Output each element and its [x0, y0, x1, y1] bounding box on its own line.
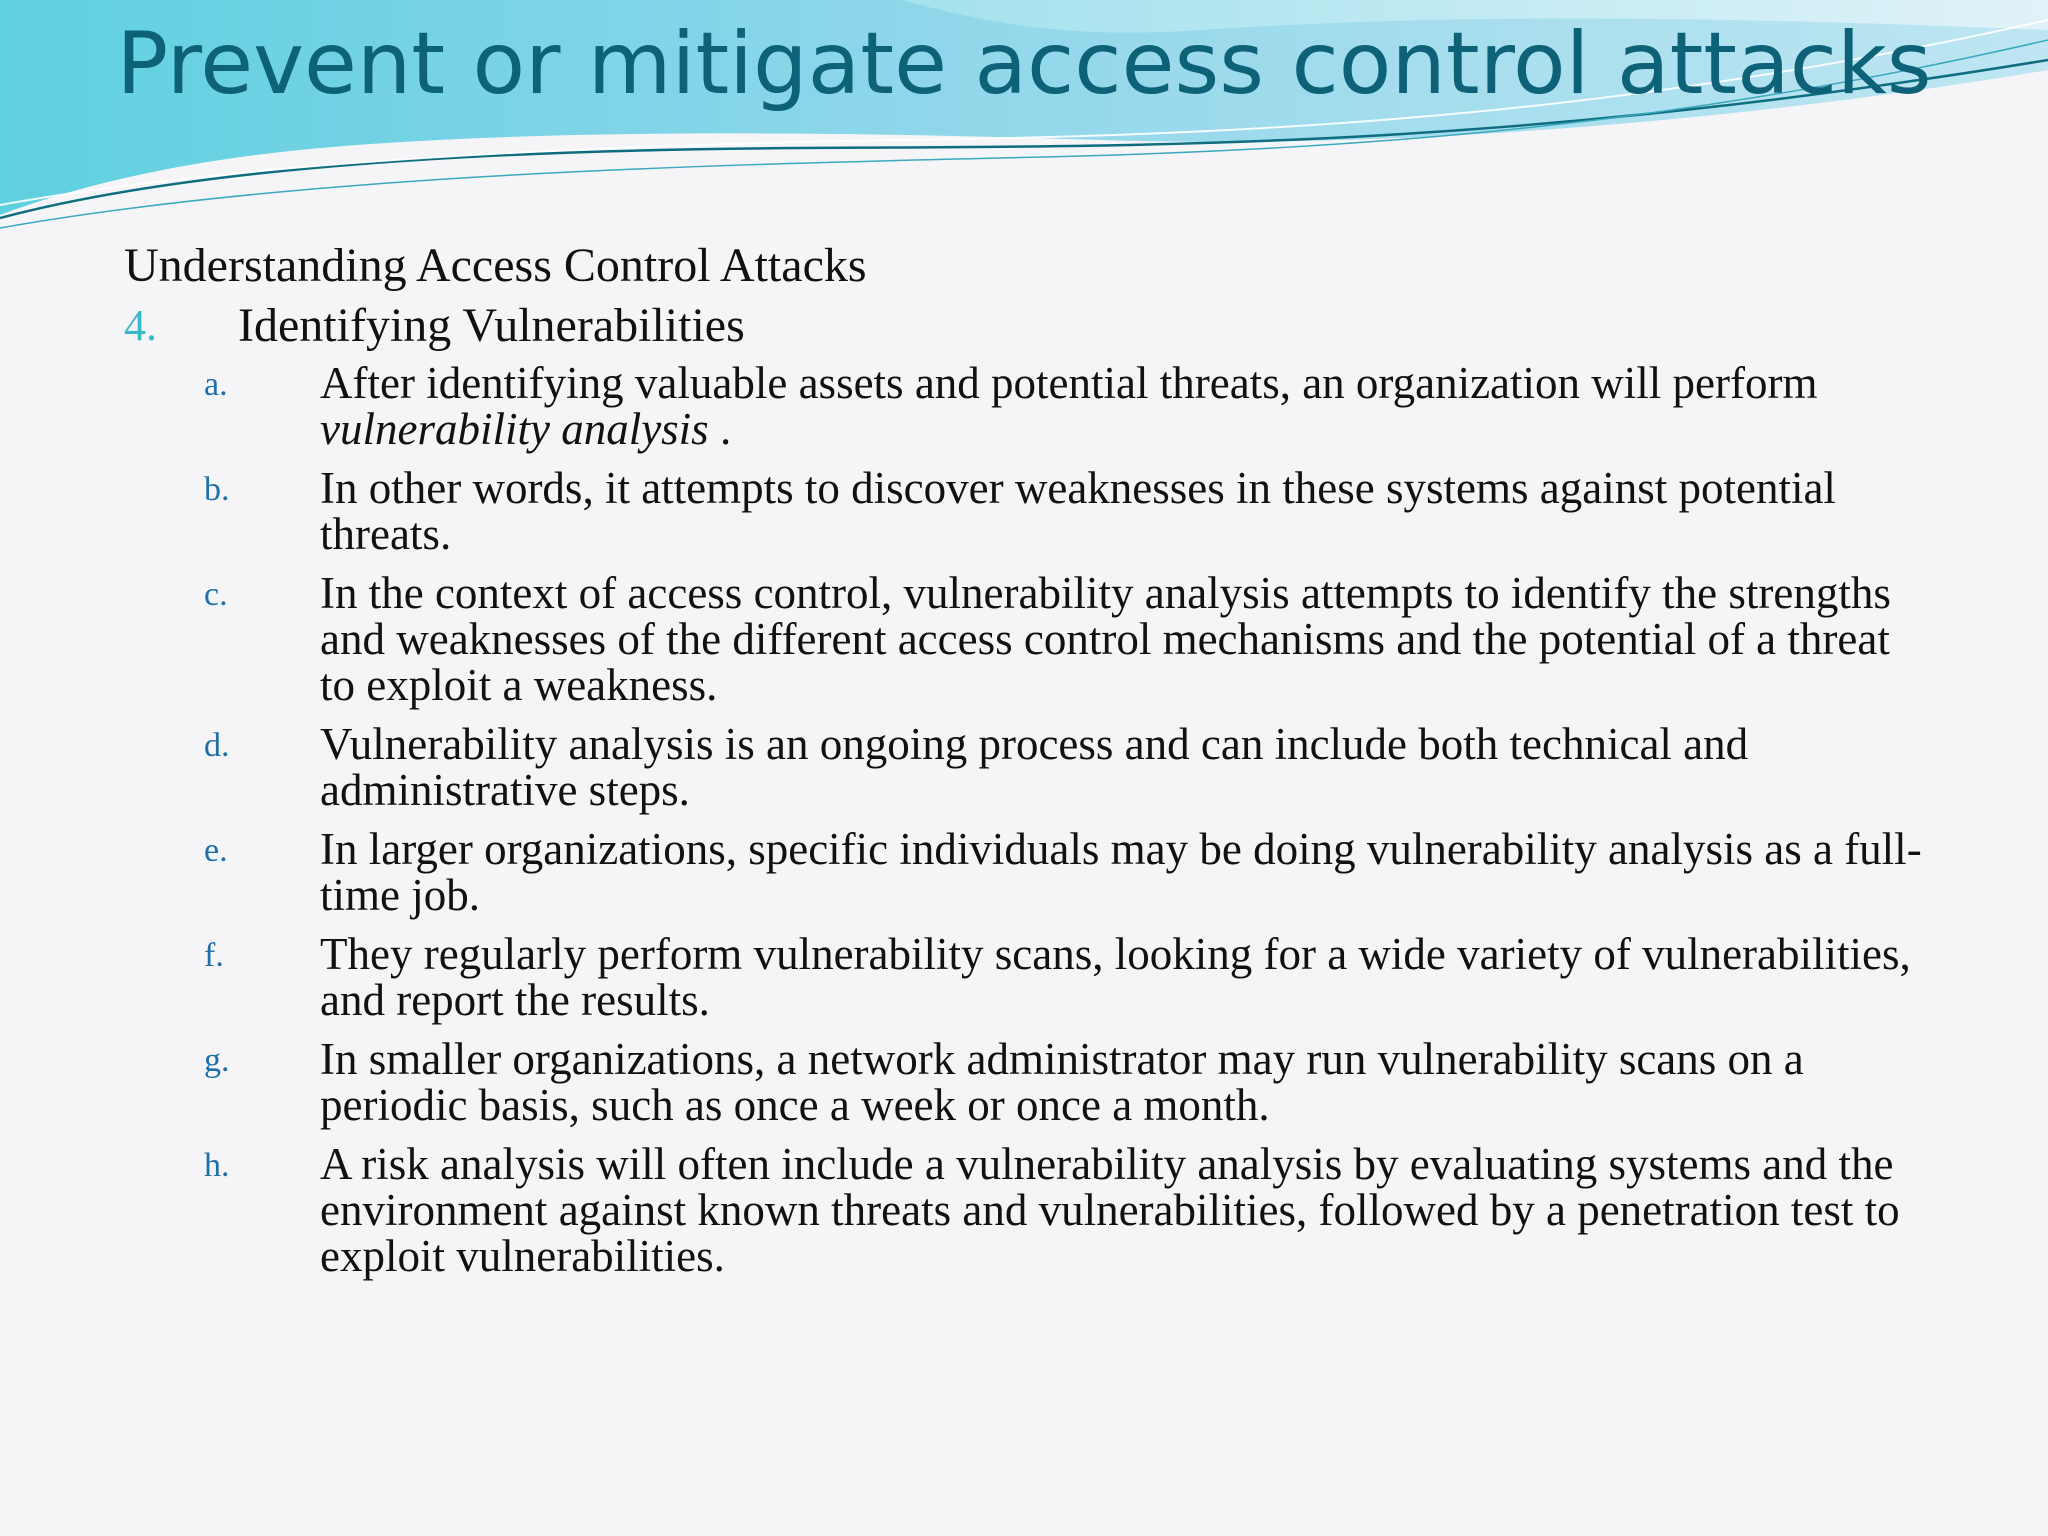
item-marker: c. — [204, 576, 228, 613]
list-item — [124, 931, 1924, 1023]
list-number: 4. — [124, 301, 157, 350]
item-marker: g. — [204, 1042, 230, 1079]
item-text: In smaller organizations, a network administrator may run vulnerability scans on a periodic basis, such as once a week or once a month. — [320, 1034, 1804, 1130]
item-text: A risk analysis will often include a vulnerability analysis by evaluating systems and the environment against known threats and vulnerabilities, followed by a penetration test to exploit vulnerabilities. — [320, 1139, 1900, 1281]
item-text: In larger organizations, specific individuals may be doing vulnerability analysis as a full-time job. — [320, 824, 1922, 920]
list-heading-text: Identifying Vulnerabilities — [238, 299, 745, 352]
item-marker: a. — [204, 366, 228, 403]
item-marker: h. — [204, 1147, 230, 1184]
section-heading: Understanding Access Control Attacks — [124, 239, 867, 292]
item-text: After identifying valuable assets and potential threats, an organization will perform vulnerability analysis . — [320, 358, 1818, 454]
item-marker: e. — [204, 832, 228, 869]
item-text: In other words, it attempts to discover weaknesses in these systems against potential threats. — [320, 463, 1836, 559]
list-item — [124, 570, 1924, 708]
item-text: Vulnerability analysis is an ongoing process and can include both technical and administrative steps. — [320, 719, 1749, 815]
item-marker: f. — [204, 937, 224, 974]
slide-content — [124, 236, 1924, 1292]
list-item — [124, 1141, 1924, 1279]
list-item — [124, 721, 1924, 813]
item-marker: d. — [204, 727, 230, 764]
item-marker: b. — [204, 471, 230, 508]
list-item — [124, 1036, 1924, 1128]
italic-term: vulnerability analysis — [320, 404, 709, 454]
item-text: In the context of access control, vulnerability analysis attempts to identify the strengths and weaknesses of the different access control mechanisms and the potential of a threat to exploit a weakness. — [320, 568, 1891, 710]
list-item — [124, 465, 1924, 557]
list-item — [124, 826, 1924, 918]
list-item — [124, 360, 1924, 452]
sub-item-list — [124, 360, 1924, 1279]
slide-title: Prevent or mitigate access control attacks — [116, 14, 1932, 114]
numbered-list-heading — [124, 296, 1924, 356]
item-text: They regularly perform vulnerability scans, looking for a wide variety of vulnerabilities, and report the results. — [320, 929, 1911, 1025]
